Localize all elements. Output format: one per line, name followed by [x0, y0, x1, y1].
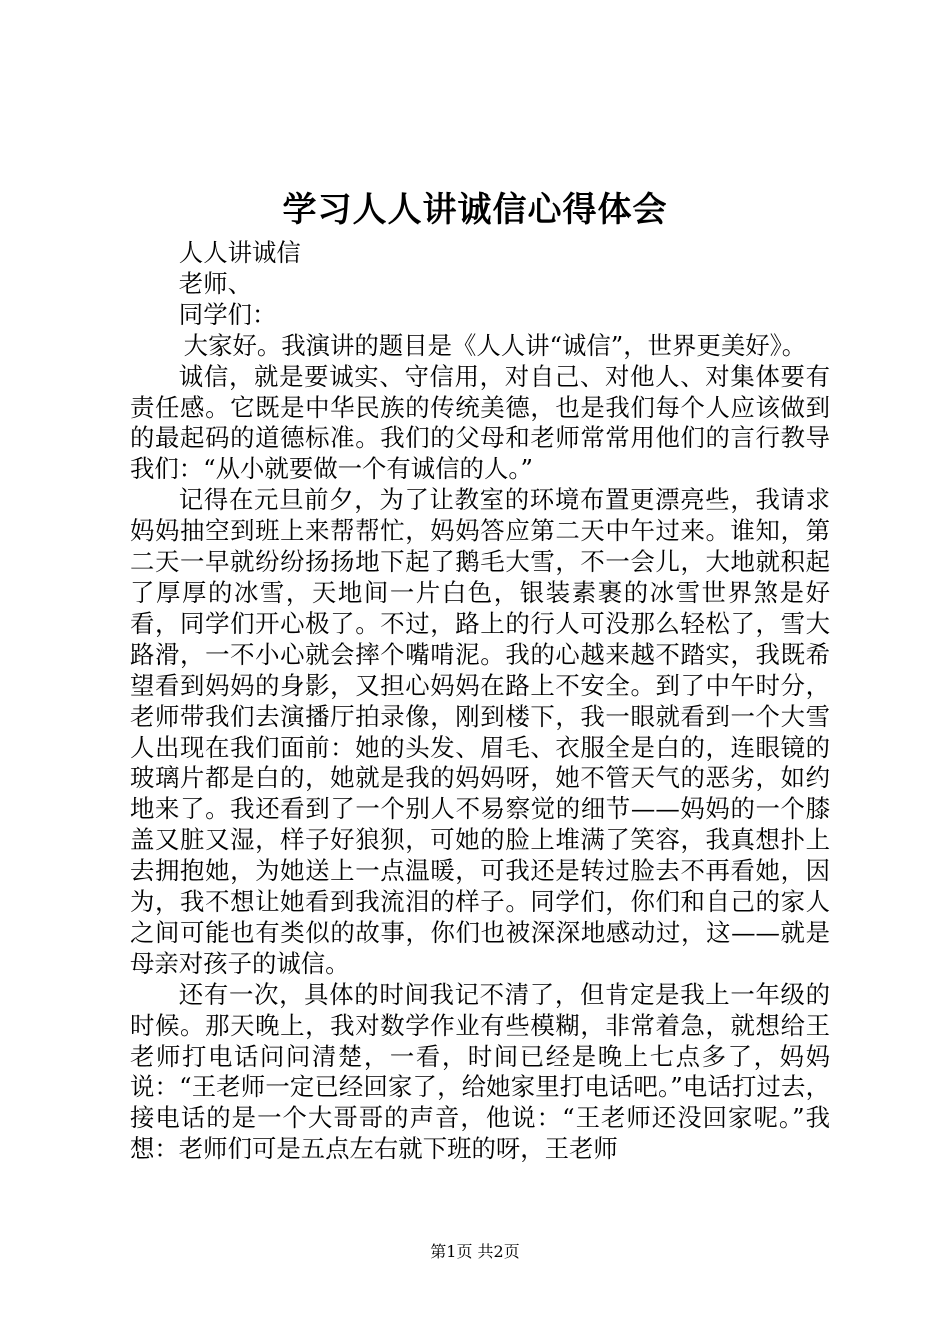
- paragraph-salutation-students: 同学们：: [178, 299, 277, 329]
- paragraph-integrity-definition: 诚信，就是要诚实、守信用，对自己、对他人、对集体要有责任感。它既是中华民族的传统美德，也是我们每个人应该做到的最起码的道德标准。我们的父母和老师常常用他们的言行教导我们：“从小就要做一个有诚信的人。”: [130, 361, 830, 484]
- page-footer: 第1页 共2页: [430, 1242, 520, 1261]
- document-title: 学习人人讲诚信心得体会: [282, 190, 668, 230]
- paragraph-salutation-teachers: 老师、: [178, 268, 252, 298]
- paragraph-greeting: 大家好。我演讲的题目是《人人讲“诚信”，世界更美好》。: [183, 330, 807, 360]
- document-body: [130, 238, 830, 1165]
- paragraph-mother-story: 记得在元旦前夕，为了让教室的环境布置更漂亮些，我请求妈妈抽空到班上来帮帮忙，妈妈答应第二天中午过来。谁知，第二天一早就纷纷扬扬地下起了鹅毛大雪，不一会儿，大地就积起了厚厚的冰雪，天地间一片白色，银装素裹的冰雪世界煞是好看，同学们开心极了。不过，路上的行人可没那么轻松了，雪大路滑，一不小心就会摔个嘴啃泥。我的心越来越不踏实，我既希望看到妈妈的身影，又担心妈妈在路上不安全。到了中午时分，老师带我们去演播厅拍录像，刚到楼下，我一眼就看到一个大雪人出现在我们面前：她的头发、眉毛、衣服全是白的，连眼镜的玻璃片都是白的，她就是我的妈妈呀，她不管天气的恶劣，如约地来了。我还看到了一个别人不易察觉的细节——妈妈的一个膝盖又脏又湿，样子好狼狈，可她的脸上堆满了笑容，我真想扑上去拥抱她，为她送上一点温暖，可我还是转过脸去不再看她，因为，我不想让她看到我流泪的样子。同学们，你们和自己的家人之间可能也有类似的故事，你们也被深深地感动过，这——就是母亲对孩子的诚信。: [130, 485, 830, 978]
- paragraph-subtitle: 人人讲诚信: [178, 238, 301, 267]
- paragraph-teacher-story: 还有一次，具体的时间我记不清了，但肯定是我上一年级的时候。那天晚上，我对数学作业有些模糊，非常着急，就想给王老师打电话问问清楚，一看，时间已经是晚上七点多了，妈妈说：“王老师一定已经回家了，给她家里打电话吧。”电话打过去，接电话的是一个大哥哥的声音，他说：“王老师还没回家呢。”我想：老师们可是五点左右就下班的呀，王老师: [130, 979, 830, 1164]
